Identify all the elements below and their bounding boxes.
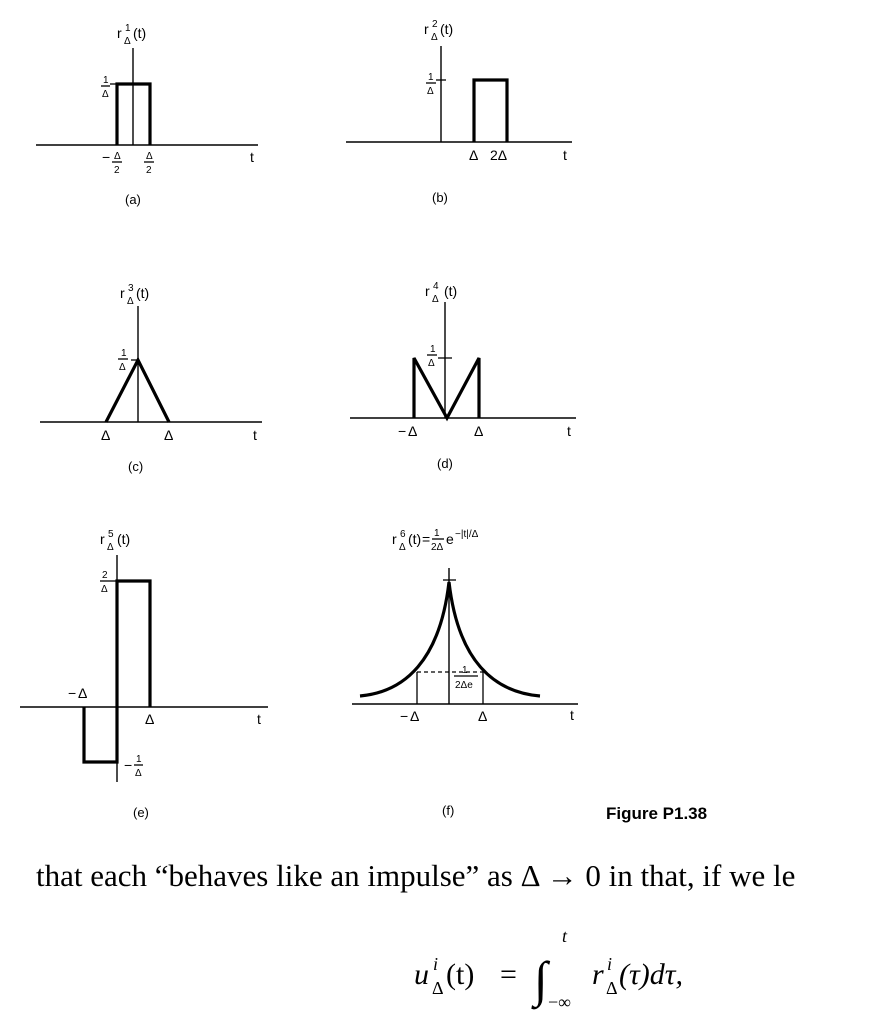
svg-text:2: 2	[102, 570, 108, 581]
svg-text:1: 1	[428, 72, 434, 83]
svg-text:1: 1	[125, 23, 131, 34]
svg-text:Δ: Δ	[124, 36, 131, 47]
equation	[414, 926, 683, 1012]
svg-text:Δ: Δ	[114, 151, 121, 162]
panel-c-x-tick-right: Δ	[164, 427, 174, 443]
equation-lhs-sup: i	[433, 954, 439, 974]
svg-text:3: 3	[128, 283, 134, 294]
svg-text:e: e	[446, 531, 454, 547]
svg-text:(t): (t)	[408, 531, 422, 547]
svg-text:(t): (t)	[117, 531, 131, 547]
panel-e-t-label: t	[257, 711, 261, 727]
svg-text:(t): (t)	[136, 285, 150, 301]
svg-text:1: 1	[121, 348, 127, 359]
panel-e-x-tick-right: Δ	[145, 711, 155, 727]
equation-integrand-sub: Δ	[606, 978, 618, 998]
svg-text:−: −	[400, 708, 409, 724]
panel-f-caption: (f)	[442, 803, 455, 818]
panel-b-t-label: t	[563, 147, 567, 163]
panel-b-rect-pulse	[474, 80, 507, 142]
panel-a-title	[117, 23, 146, 47]
equation-integrand-r: r	[592, 958, 604, 991]
svg-text:Δ: Δ	[127, 296, 134, 307]
svg-text:(t): (t)	[440, 21, 454, 37]
panel-d-x-tick-right: Δ	[474, 423, 484, 439]
panel-b-x-tick-2delta: 2Δ	[490, 147, 508, 163]
figure-title: Figure P1.38	[606, 804, 708, 823]
panel-e-title	[100, 529, 130, 553]
panel-a-caption: (a)	[125, 192, 141, 207]
svg-text:−: −	[68, 685, 77, 701]
svg-text:Δ: Δ	[101, 584, 108, 595]
equation-lhs-u: u	[414, 958, 429, 991]
panel-c-x-tick-left: Δ	[101, 427, 111, 443]
svg-text:2: 2	[114, 165, 120, 176]
panel-e-biphasic-pulse	[84, 581, 150, 762]
equation-lhs-arg: (t)	[446, 958, 475, 991]
svg-text:1: 1	[136, 754, 142, 765]
equation-integrand-sup: i	[607, 954, 613, 974]
panel-a-t-label: t	[250, 149, 254, 165]
panel-c-title	[120, 283, 149, 307]
body-text-line: that each “behaves like an impulse” as Δ → 0 in that, if we le	[36, 858, 796, 893]
panel-d-t-label: t	[567, 423, 571, 439]
svg-text:r: r	[425, 283, 430, 299]
svg-text:2Δe: 2Δe	[455, 680, 473, 691]
equation-lower-limit: −∞	[548, 992, 571, 1012]
svg-text:r: r	[100, 531, 105, 547]
svg-text:Δ: Δ	[78, 685, 88, 701]
svg-text:r: r	[424, 21, 429, 37]
svg-text:(t): (t)	[133, 25, 147, 41]
panel-c	[40, 283, 262, 474]
panel-e-y-label-top	[100, 570, 110, 595]
svg-text:4: 4	[433, 281, 439, 292]
panel-b-caption: (b)	[432, 190, 448, 205]
svg-text:Δ: Δ	[135, 768, 142, 779]
panel-b-x-tick-delta: Δ	[469, 147, 479, 163]
svg-text:r: r	[392, 531, 397, 547]
svg-text:−|t|/Δ: −|t|/Δ	[455, 529, 479, 540]
panel-e-y-label-bottom	[124, 754, 143, 779]
svg-text:−: −	[398, 423, 407, 439]
svg-text:Δ: Δ	[119, 362, 126, 373]
equation-lhs-sub: Δ	[432, 978, 444, 998]
svg-text:Δ: Δ	[102, 89, 109, 100]
panel-a-x-tick-right	[144, 151, 154, 176]
svg-text:1: 1	[462, 665, 468, 676]
svg-text:Δ: Δ	[428, 358, 435, 369]
panel-f-exponential-curve	[360, 582, 540, 696]
panel-c-t-label: t	[253, 427, 257, 443]
svg-text:2: 2	[146, 165, 152, 176]
panel-a	[36, 23, 258, 207]
panel-a-y-label	[101, 75, 110, 100]
svg-text:5: 5	[108, 529, 114, 540]
panel-d-x-tick-left	[398, 423, 417, 439]
panel-b-y-label	[426, 72, 436, 97]
svg-text:Δ: Δ	[107, 542, 114, 553]
svg-text:2Δ: 2Δ	[431, 542, 444, 553]
svg-text:Δ: Δ	[410, 708, 420, 724]
svg-text:r: r	[120, 285, 125, 301]
panel-f	[352, 528, 578, 818]
panel-e-caption: (e)	[133, 805, 149, 820]
svg-text:Δ: Δ	[146, 151, 153, 162]
svg-text:Δ: Δ	[431, 32, 438, 43]
svg-text:Δ: Δ	[432, 294, 439, 305]
equation-upper-limit: t	[562, 926, 568, 946]
panel-d-caption: (d)	[437, 456, 453, 471]
svg-text:1: 1	[103, 75, 109, 86]
panel-a-x-tick-left	[102, 149, 122, 176]
panel-e	[20, 529, 268, 820]
svg-text:=: =	[422, 531, 431, 547]
svg-text:2: 2	[432, 19, 438, 30]
panel-b	[346, 19, 572, 205]
svg-text:Δ: Δ	[408, 423, 418, 439]
svg-text:1: 1	[434, 528, 440, 539]
panel-e-x-tick-left	[68, 685, 87, 701]
svg-text:r: r	[117, 25, 122, 41]
panel-c-caption: (c)	[128, 459, 144, 474]
panel-d-y-label	[427, 344, 437, 369]
panel-f-title	[392, 528, 479, 553]
panel-d-title	[425, 281, 457, 305]
panel-b-title	[424, 19, 453, 43]
panel-f-x-tick-left	[400, 708, 419, 724]
svg-text:Δ: Δ	[399, 542, 406, 553]
panel-f-level-label	[454, 665, 478, 691]
panel-f-t-label: t	[570, 707, 574, 723]
svg-text:1: 1	[430, 344, 436, 355]
panel-f-x-tick-right: Δ	[478, 708, 488, 724]
panel-d	[350, 281, 576, 471]
equation-integrand-arg: (τ)dτ,	[619, 958, 683, 991]
svg-text:Δ: Δ	[427, 86, 434, 97]
svg-text:(t): (t)	[444, 283, 458, 299]
svg-text:6: 6	[400, 529, 406, 540]
equation-equals: =	[500, 958, 517, 991]
equation-integral: ∫	[534, 951, 548, 1007]
panel-d-m-shape	[414, 358, 479, 418]
panel-c-y-label	[118, 348, 128, 373]
svg-text:−: −	[124, 757, 133, 773]
svg-text:−: −	[102, 149, 111, 165]
